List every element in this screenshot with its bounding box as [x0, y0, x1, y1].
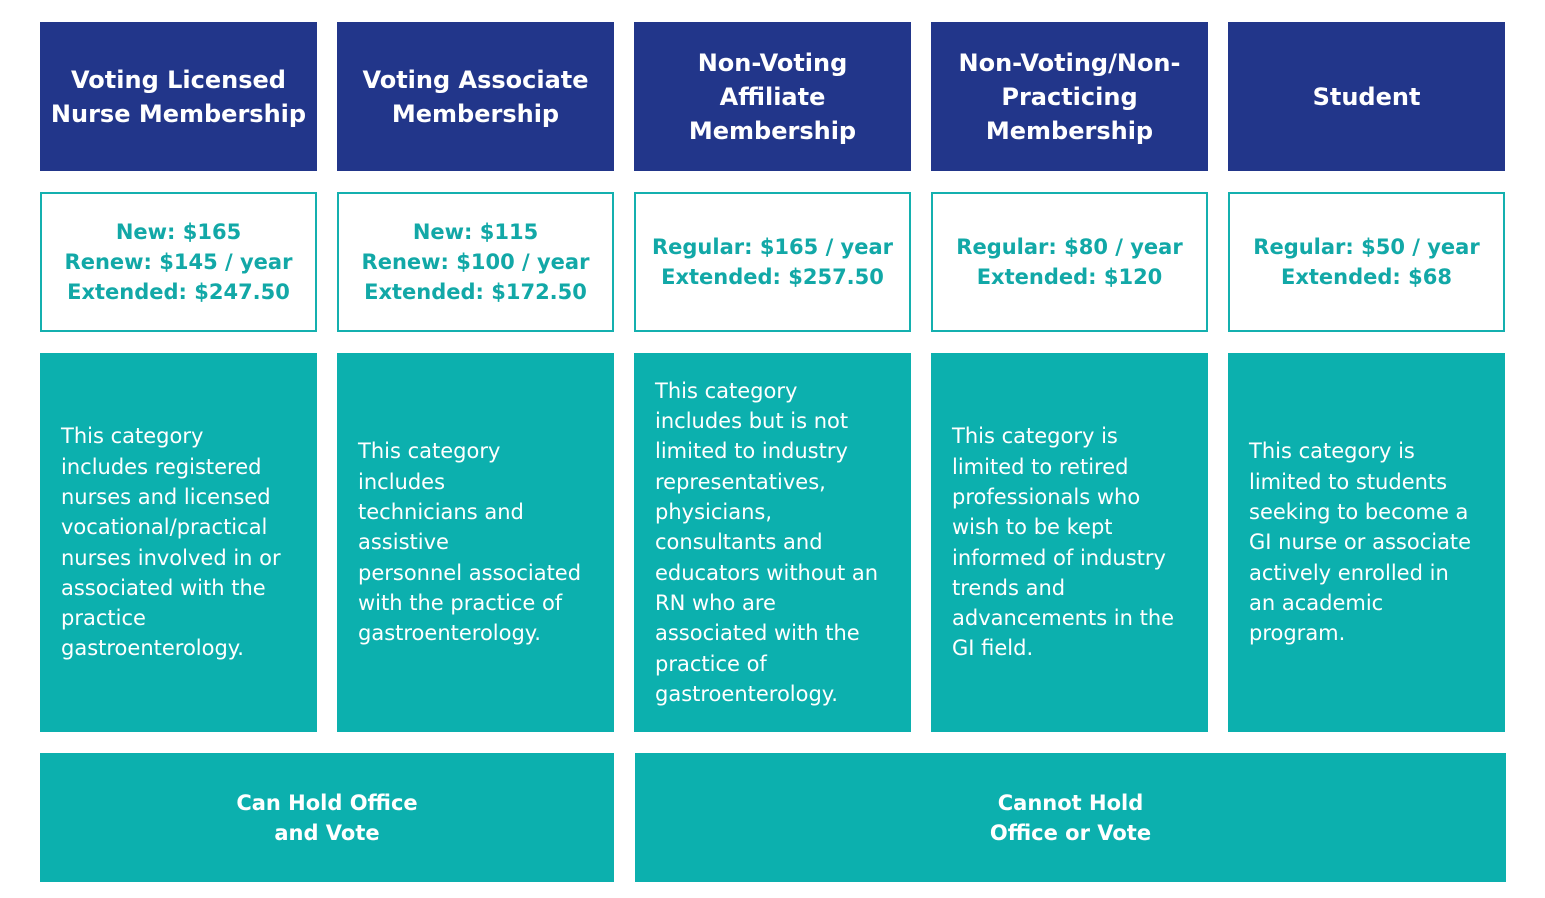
header-voting-associate: Voting Associate Membership — [337, 22, 614, 171]
membership-description-row — [40, 353, 1506, 732]
price-line: Regular: $50 / year — [1253, 235, 1480, 259]
price-voting-associate — [337, 192, 614, 332]
price-voting-licensed-nurse — [40, 192, 317, 332]
description-student: This category is limited to students seeking to become a GI nurse or associate actively enrolled in an academic program. — [1228, 353, 1505, 732]
price-line: Extended: $257.50 — [661, 265, 884, 289]
price-line: Regular: $165 / year — [651, 235, 894, 259]
description-voting-licensed-nurse: This category includes registered nurses and licensed vocational/practical nurses involved in or associated with the practice gastroenterology. — [40, 353, 317, 732]
price-line: Extended: $172.50 — [364, 280, 587, 304]
price-line: Extended: $68 — [1281, 265, 1452, 289]
header-non-voting-affiliate: Non-Voting Affiliate Membership — [634, 22, 911, 171]
price-student — [1228, 192, 1505, 332]
description-voting-associate: This category includes technicians and assistive personnel associated with the practice of gastroenterology. — [337, 353, 614, 732]
voting-rights-row — [40, 753, 1506, 882]
header-student: Student — [1228, 22, 1505, 171]
cannot-hold-office-or-vote: Cannot Hold Office or Vote — [635, 753, 1506, 882]
description-non-voting-non-practicing: This category is limited to retired professionals who wish to be kept informed of industry trends and advancements in the GI field. — [931, 353, 1208, 732]
price-line: Regular: $80 / year — [956, 235, 1183, 259]
price-non-voting-non-practicing — [931, 192, 1208, 332]
membership-price-row — [40, 192, 1506, 332]
price-line: New: $165 — [115, 220, 242, 244]
can-hold-office-and-vote: Can Hold Office and Vote — [40, 753, 614, 882]
description-non-voting-affiliate: This category includes but is not limited to industry representatives, physicians, consultants and educators without an RN who are associated with the practice of gastroenterology. — [634, 353, 911, 732]
price-non-voting-affiliate — [634, 192, 911, 332]
price-line: Renew: $100 / year — [361, 250, 590, 274]
header-voting-licensed-nurse: Voting Licensed Nurse Membership — [40, 22, 317, 171]
header-non-voting-non-practicing: Non-Voting/Non- Practicing Membership — [931, 22, 1208, 171]
price-line: New: $115 — [412, 220, 539, 244]
price-line: Extended: $247.50 — [67, 280, 290, 304]
price-line: Renew: $145 / year — [64, 250, 293, 274]
membership-header-row — [40, 22, 1506, 171]
price-line: Extended: $120 — [976, 265, 1163, 289]
